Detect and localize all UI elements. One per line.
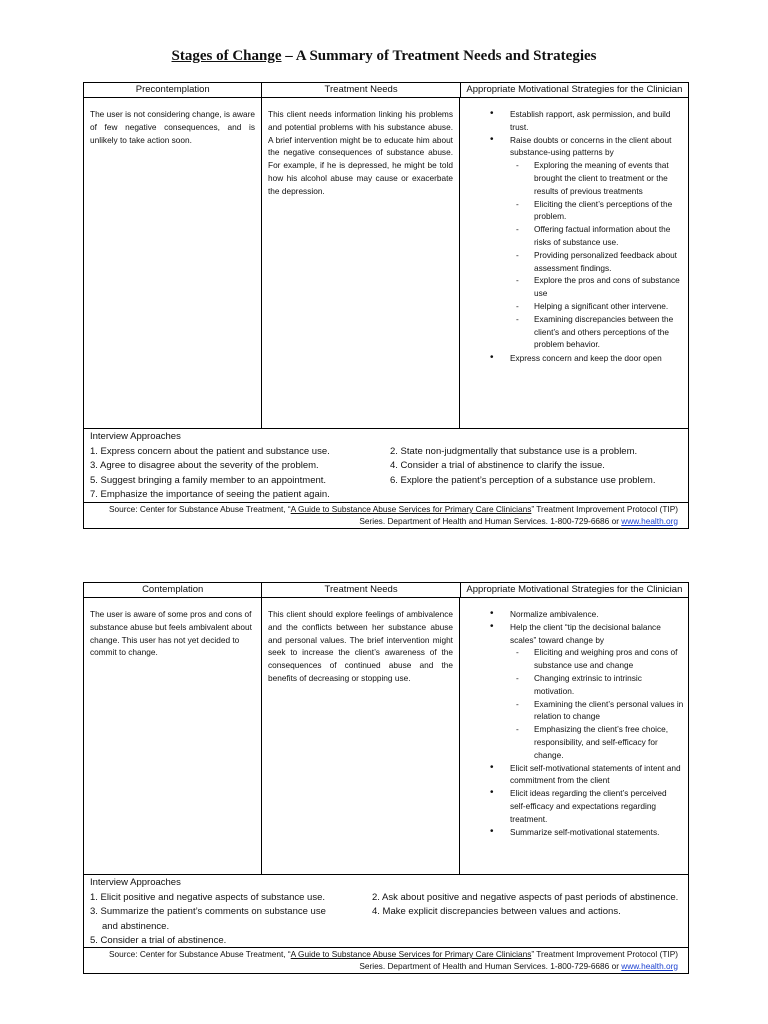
treatment-needs-text: This client needs information linking his problems and potential problems with his substance abuse. A brief intervention might be to educate him about the negative consequences of substance abuse. For example, if he is depressed, he might be told how his alcohol abuse may cause or exacerbate the depression. (262, 98, 460, 428)
health-org-link[interactable]: www.health.org (621, 515, 678, 526)
stage-header: Precontemplation (84, 83, 262, 97)
table-body (83, 598, 689, 875)
approaches-title: Interview Approaches (90, 431, 181, 442)
sub-strategies-list (460, 159, 684, 351)
strategy-item: • Express concern and keep the door open (490, 352, 684, 365)
approach-item: 2. Ask about positive and negative aspects of past periods of abstinence. (372, 891, 679, 903)
approach-item: 3. Summarize the patient’s comments on substance use (90, 906, 326, 917)
sub-strategy-item: - Examining the client’s personal values in relation to change (516, 698, 684, 724)
strategies-list (460, 108, 684, 159)
strategies-list (460, 352, 684, 365)
strategies-list (460, 762, 684, 839)
approach-item: 5. Consider a trial of abstinence. (90, 935, 227, 946)
interview-approaches (83, 875, 689, 948)
health-org-link[interactable]: www.health.org (621, 960, 678, 971)
sub-strategy-item: - Providing personalized feedback about assessment findings. (516, 249, 684, 275)
strategies-header: Appropriate Motivational Strategies for the Clinician (466, 84, 683, 95)
strategy-item: • Elicit ideas regarding the client’s perceived self-efficacy and expectations regarding treatment. (490, 787, 684, 825)
strategies-header: Appropriate Motivational Strategies for the Clinician (466, 584, 683, 595)
strategy-item: • Elicit self-motivational statements of intent and commitment from the client (490, 762, 684, 788)
strategies-list (460, 608, 684, 646)
strategies-cell (460, 98, 688, 428)
sub-strategy-item: - Helping a significant other intervene. (516, 300, 684, 313)
approach-item: 1. Elicit positive and negative aspects of substance use. (90, 891, 325, 903)
approach-item: 4. Make explicit discrepancies between values and actions. (372, 906, 621, 917)
precontemplation-table (83, 82, 689, 529)
treatment-needs-header: Treatment Needs (262, 583, 460, 597)
contemplation-table (83, 582, 689, 974)
strategies-cell (460, 598, 688, 874)
interview-approaches (83, 429, 689, 503)
sub-strategy-item: - Explore the pros and cons of substance use (516, 274, 684, 300)
sub-strategy-item: - Emphasizing the client’s free choice, responsibility, and self-efficacy for change. (516, 723, 684, 761)
strategy-item: • Normalize ambivalence. (490, 608, 684, 621)
strategy-item: • Raise doubts or concerns in the client about substance-using patterns by (490, 134, 684, 160)
table-header (83, 582, 689, 598)
page-title: Stages of Change – A Summary of Treatment Needs and Strategies (171, 48, 597, 64)
sub-strategy-item: - Eliciting the client’s perceptions of the problem. (516, 198, 684, 224)
approach-item: 6. Explore the patient’s perception of a substance use problem. (390, 474, 656, 486)
sub-strategy-item: - Eliciting and weighing pros and cons of substance use and change (516, 646, 684, 672)
guide-title-link[interactable]: A Guide to Substance Abuse Services for Primary Care Clinicians (290, 504, 532, 514)
approach-item: 1. Express concern about the patient and substance use. (90, 445, 330, 457)
approach-item: and abstinence. (102, 920, 170, 932)
strategy-item: • Establish rapport, ask permission, and build trust. (490, 108, 684, 134)
approach-item: 2. State non-judgmentally that substance use is a problem. (390, 445, 638, 457)
source-citation: Source: Center for Substance Abuse Treatment, “A Guide to Substance Abuse Services for Primary Care Clinicians” Treatment Improvement Protocol (TIP) Series. Department of Health and Human Services. 1-800-729-6686 or www.health.org (83, 948, 689, 974)
treatment-needs-header: Treatment Needs (262, 83, 460, 97)
table-body (83, 98, 689, 429)
strategy-item: • Help the client “tip the decisional balance scales” toward change by (490, 621, 684, 647)
treatment-needs-text: This client should explore feelings of ambivalence and the conflicts between her substance abuse and personal values. The brief intervention might seek to increase the client’s awareness of the consequences of continued abuse and the benefits of decreasing or stopping use. (262, 598, 460, 874)
approach-item: 3. Agree to disagree about the severity of the problem. (90, 460, 319, 471)
table-header (83, 82, 689, 98)
sub-strategy-item: - Exploring the meaning of events that brought the client to treatment or the results of previous treatments (516, 159, 684, 197)
stage-description: The user is aware of some pros and cons of substance abuse but feels ambivalent about change. This user has not yet decided to commit to change. (84, 598, 262, 874)
approaches-title: Interview Approaches (90, 877, 181, 888)
stage-header: Contemplation (84, 583, 262, 597)
guide-title-link[interactable]: A Guide to Substance Abuse Services for Primary Care Clinicians (290, 949, 532, 959)
strategy-item: • Summarize self-motivational statements. (490, 826, 684, 839)
approach-item: 5. Suggest bringing a family member to an appointment. (90, 474, 327, 486)
stage-description: The user is not considering change, is aware of few negative consequences, and is unlikely to take action soon. (84, 98, 262, 428)
sub-strategy-item: - Changing extrinsic to intrinsic motivation. (516, 672, 684, 698)
sub-strategy-item: - Examining discrepancies between the client’s and others perceptions of the problem behavior. (516, 313, 684, 351)
approach-item: 4. Consider a trial of abstinence to clarify the issue. (390, 460, 605, 471)
source-citation: Source: Center for Substance Abuse Treatment, “A Guide to Substance Abuse Services for Primary Care Clinicians” Treatment Improvement Protocol (TIP) Series. Department of Health and Human Services. 1-800-729-6686 or www.health.org (83, 503, 689, 529)
sub-strategies-list (460, 646, 684, 761)
sub-strategy-item: - Offering factual information about the risks of substance use. (516, 223, 684, 249)
approach-item: 7. Emphasize the importance of seeing the patient again. (90, 489, 330, 500)
